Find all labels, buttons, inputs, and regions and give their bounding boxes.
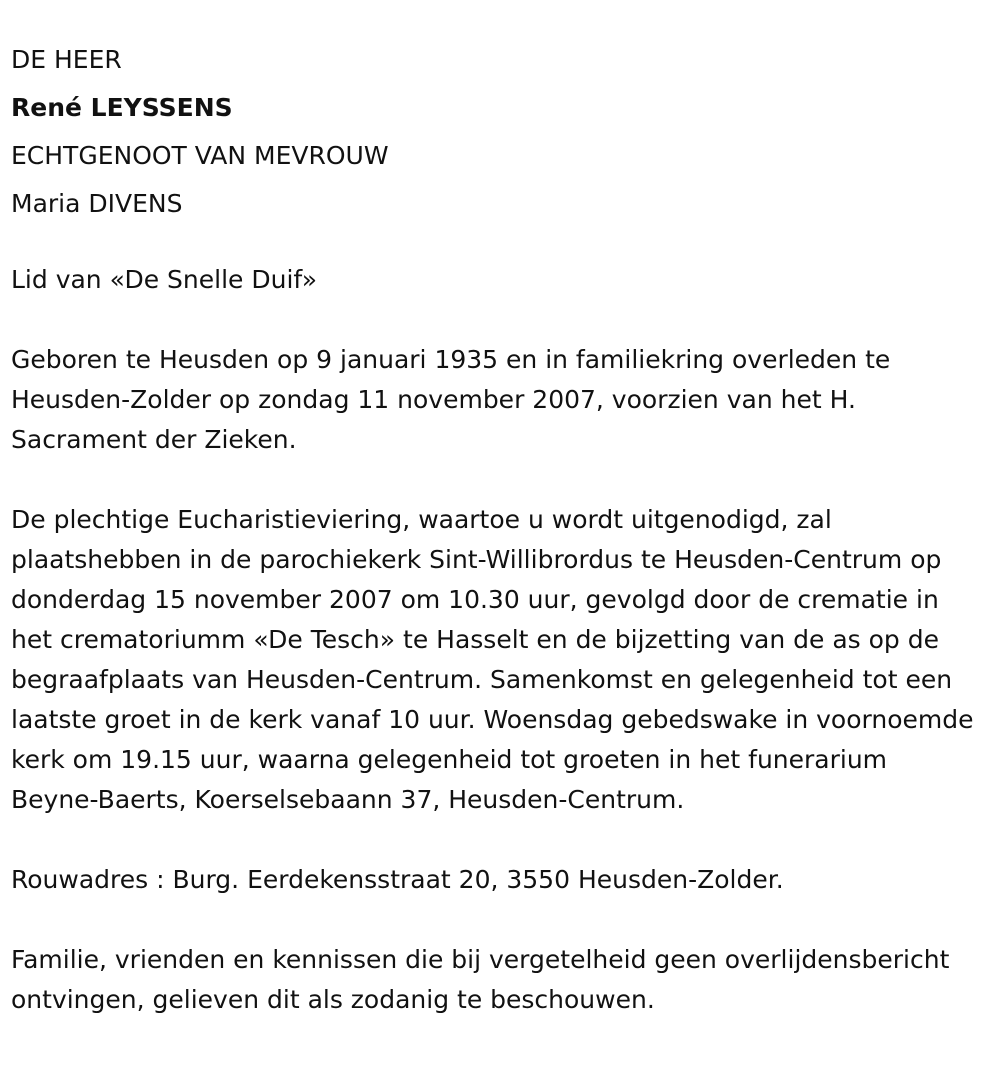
mourning-address: Rouwadres : Burg. Eerdekensstraat 20, 3550 Heusden-Zolder. bbox=[11, 865, 784, 894]
birth-death-paragraph: Geboren te Heusden op 9 januari 1935 en in familiekring overleden te Heusden-Zolder op zondag 11 november 2007, voorzien van het H. Sacrament der Zieken. bbox=[11, 345, 891, 454]
deceased-name: René LEYSSENS bbox=[11, 93, 233, 122]
spouse-label: ECHTGENOOT VAN MEVROUW bbox=[11, 141, 389, 170]
ceremony-paragraph: De plechtige Eucharistieviering, waartoe u wordt uitgenodigd, zal plaatshebben in de parochiekerk Sint-Willibrordus te Heusden-Centrum op donderdag 15 november 2007 om 10.30 uur, gevolgd door de crematie in het crematoriumm «De Tesch» te Hasselt en de bijzetting van de as op de begraafplaats van Heusden-Centrum. Samenkomst en gelegenheid tot een laatste groet in de kerk vanaf 10 uur. Woensdag gebedswake in voornoemde kerk om 19.15 uur, waarna gelegenheid tot groeten in het funerarium Beyne-Baerts, Koerselsebaann 37, Heusden-Centrum. bbox=[11, 505, 974, 814]
title-prefix: DE HEER bbox=[11, 45, 122, 74]
spouse-name: Maria DIVENS bbox=[11, 189, 183, 218]
closing-note: Familie, vrienden en kennissen die bij vergetelheid geen overlijdensbericht ontvingen, gelieven dit als zodanig te beschouwen. bbox=[11, 945, 950, 1014]
membership-line: Lid van «De Snelle Duif» bbox=[11, 265, 318, 294]
